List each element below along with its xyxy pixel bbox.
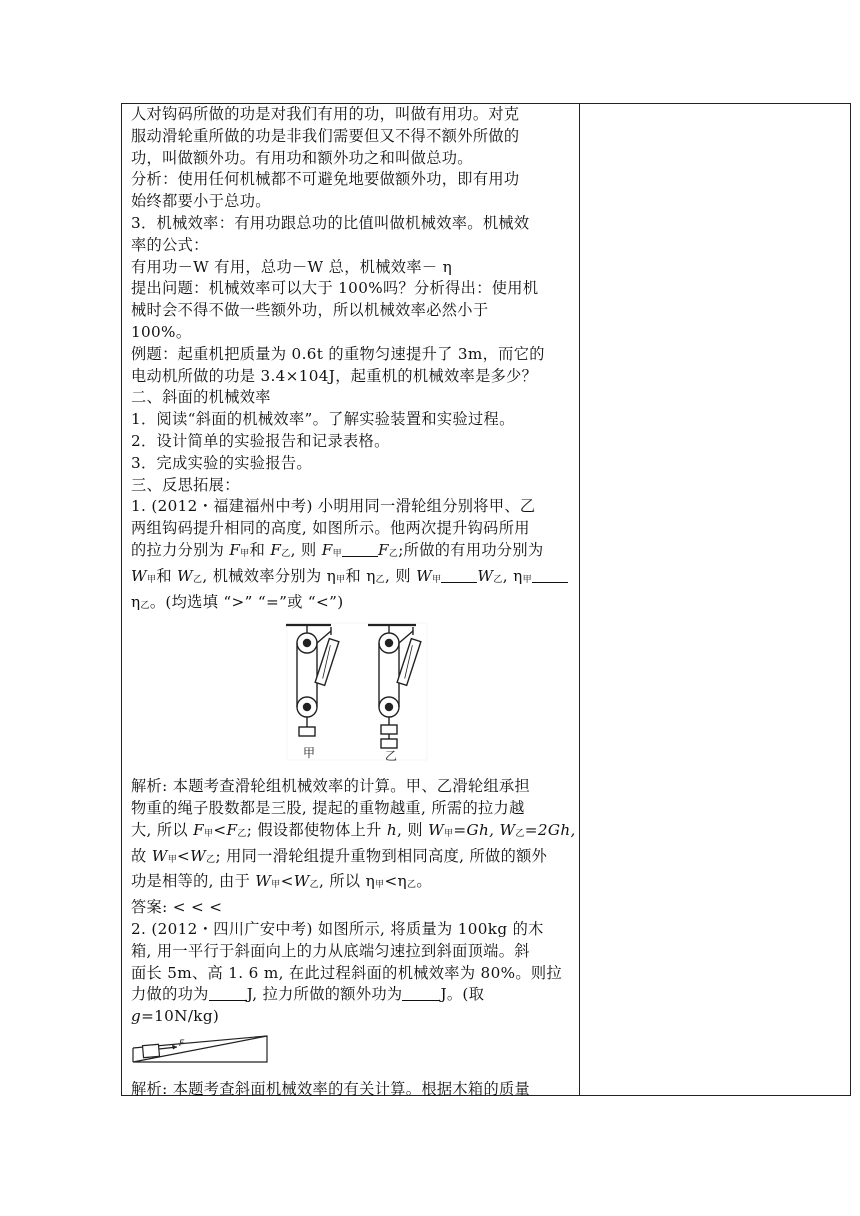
text-line: 人对钩码所做的功是对我们有用的功，叫做有用功。对克 xyxy=(131,105,520,123)
incline-figure xyxy=(131,1032,574,1073)
analysis-line: 大, 所以 F甲<F乙; 假设都使物体上升 h, 则 W甲=Gh, W乙=2Gh, xyxy=(131,820,576,839)
question-line: 力做的功为 J, 拉力所做的额外功为 J。(取 xyxy=(131,985,485,1004)
text-line: 2．设计简单的实验报告和记录表格。 xyxy=(131,431,390,450)
question-line: 的拉力分别为 F甲和 F乙, 则 F甲 F乙;所做的有用功分别为 xyxy=(131,540,544,559)
example-line: 电动机所做的功是 3.4×104J，起重机的机械效率是多少？ xyxy=(131,366,538,385)
analysis-line: 解析: 本题考查滑轮组机械效率的计算。甲、乙滑轮组承担 xyxy=(131,777,531,796)
text-line: 服动滑轮重所做的功是非我们需要但又不得不额外所做的 xyxy=(131,126,520,145)
question-line: 1. (2012・福建福州中考) 小明用同一滑轮组分别将甲、乙 xyxy=(131,497,536,516)
section-heading: 二、斜面的机械效率 xyxy=(131,388,271,407)
text-line: 3．完成实验的实验报告。 xyxy=(131,453,312,472)
figure-label-jia: 甲 xyxy=(303,746,316,761)
text-line: 率的公式： xyxy=(131,235,209,254)
text-line: 1．阅读“斜面的机械效率”。了解实验装置和实验过程。 xyxy=(131,410,515,429)
figure-label-yi: 乙 xyxy=(385,749,398,764)
section-heading: 三、反思拓展： xyxy=(131,475,240,494)
question-line: W甲和 W乙, 机械效率分别为 η甲和 η乙, 则 W甲 W乙, η甲 xyxy=(131,566,574,592)
pulley-figure xyxy=(131,621,574,770)
answer-blank[interactable] xyxy=(532,567,568,583)
text-line: 械时会不得不做一些额外功，所以机械效率必然小于 xyxy=(131,301,489,320)
pulley-diagram xyxy=(131,621,576,763)
analysis-line: 物重的绳子股数都是三股, 提起的重物越重, 所需的拉力越 xyxy=(131,798,525,817)
question-line: 两组钩码提升相同的高度, 如图所示。他两次提升钩码所用 xyxy=(131,519,530,538)
lesson-table xyxy=(121,103,851,1096)
lesson-content xyxy=(131,104,574,1100)
formula-line: 有用功－W 有用，总功－W 总，机械效率－ η xyxy=(131,257,453,276)
column-divider xyxy=(579,104,580,1095)
text-line: 提出问题：机械效率可以大于 100%吗？分析得出：使用机 xyxy=(131,279,539,298)
question-line: 箱, 用一平行于斜面向上的力从底端匀速拉到斜面顶端。斜 xyxy=(131,941,530,960)
text-line: 3．机械效率：有用功跟总功的比值叫做机械效率。机械效 xyxy=(131,213,530,232)
question-line: 2. (2012・四川广安中考) 如图所示, 将质量为 100kg 的木 xyxy=(131,919,544,938)
text-line: 始终都要小于总功。 xyxy=(131,192,271,211)
question-line: g=10N/kg) xyxy=(131,1007,220,1026)
answer-blank[interactable] xyxy=(402,985,440,1001)
analysis-line: 故 W甲<W乙; 用同一滑轮组提升重物到相同高度, 所做的额外 xyxy=(131,846,548,865)
answer-blank[interactable] xyxy=(342,541,378,557)
analysis-line: 功是相等的, 由于 W甲<W乙, 所以 η甲<η乙。 xyxy=(131,872,432,891)
force-label: F xyxy=(179,1038,185,1049)
answer-blank[interactable] xyxy=(209,985,247,1001)
incline-diagram xyxy=(131,1032,271,1066)
text-line: 功，叫做额外功。有用功和额外功之和叫做总功。 xyxy=(131,148,473,167)
text-line: 100%。 xyxy=(131,322,192,341)
answer-line: 答案: < < < xyxy=(131,898,223,917)
analysis-line: 解析: 本题考查斜面机械效率的有关计算。根据木箱的质量 xyxy=(131,1079,531,1098)
question-line: 面长 5m、高 1. 6 m, 在此过程斜面的机械效率为 80%。则拉 xyxy=(131,963,562,982)
question-line: η乙。(均选填 “>” “=”或 “<”) xyxy=(131,592,344,611)
text-line: 分析：使用任何机械都不可避免地要做额外功，即有用功 xyxy=(131,170,520,189)
answer-blank[interactable] xyxy=(441,567,477,583)
example-line: 例题：起重机把质量为 0.6t 的重物匀速提升了 3m，而它的 xyxy=(131,344,545,363)
